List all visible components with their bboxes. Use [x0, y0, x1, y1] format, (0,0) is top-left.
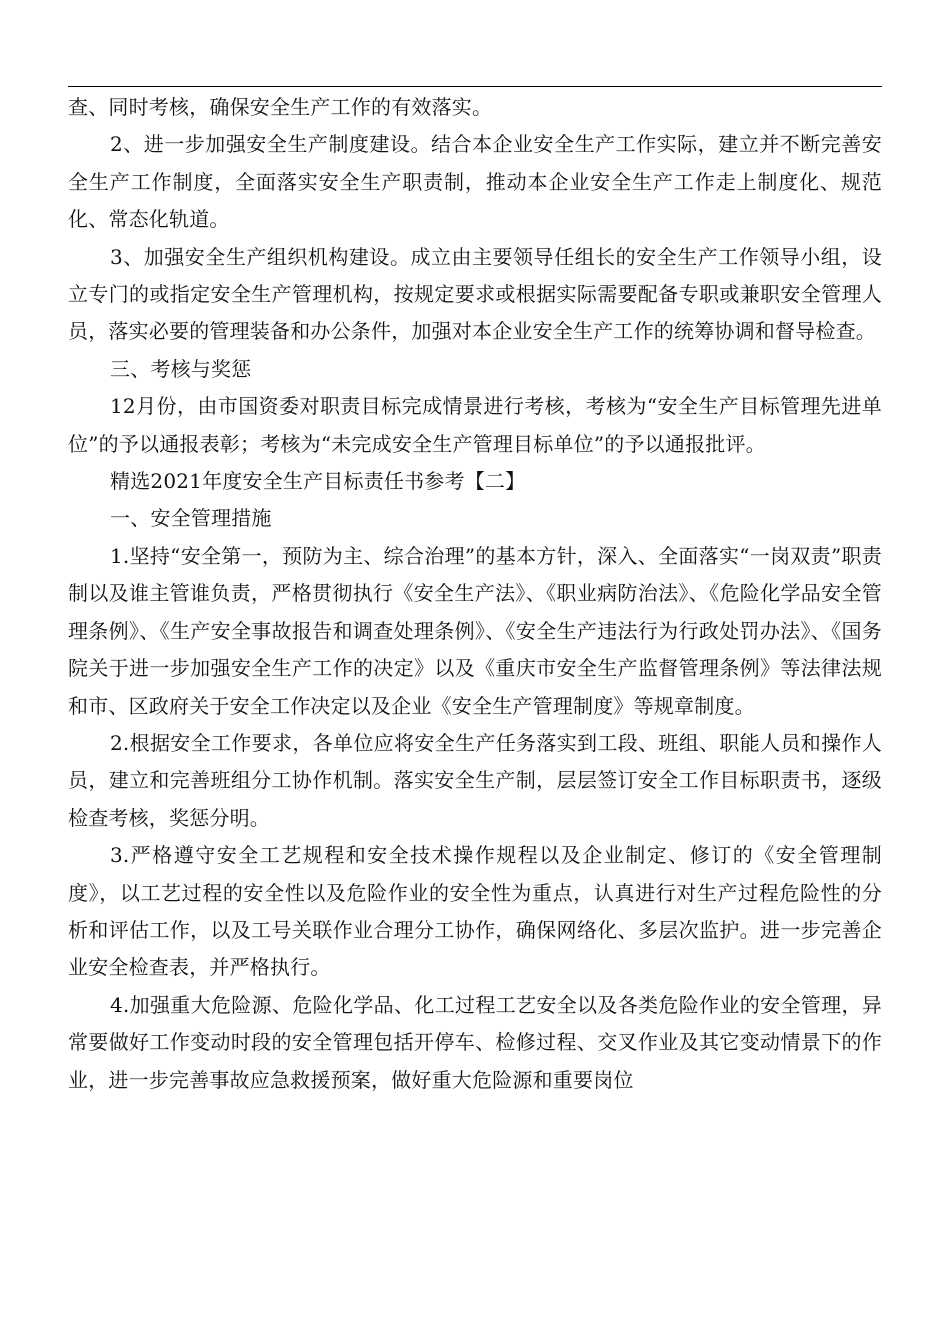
body-paragraph: 1.坚持“安全第一，预防为主、综合治理”的基本方针，深入、全面落实“一岗双责”职责制以及谁主管谁负责，严格贯彻执行《安全生产法》、《职业病防治法》、《危险化学品安全管理条例》、《生产安全事故报告和调查处理条例》、《安全生产违法行为行政处罚办法》、《国务院关于进一步加强安全生产工作的决定》以及《重庆市安全生产监督管理条例》等法律法规和市、区政府关于安全工作决定以及企业《安全生产管理制度》等规章制度。 [68, 543, 882, 718]
body-paragraph: 精选2021年度安全生产目标责任书参考【二】 [110, 469, 526, 494]
body-paragraph: 2.根据安全工作要求，各单位应将安全生产任务落实到工段、班组、职能人员和操作人员，建立和完善班组分工协作机制。落实安全生产制，层层签订安全工作目标职责书，逐级检查考核，奖惩分明。 [68, 730, 882, 830]
body-paragraph: 12月份，由市国资委对职责目标完成情景进行考核，考核为“安全生产目标管理先进单位”的予以通报表彰；考核为“未完成安全生产管理目标单位”的予以通报批评。 [68, 394, 882, 456]
document-page [68, 86, 882, 1099]
body-paragraph: 3.严格遵守安全工艺规程和安全技术操作规程以及企业制定、修订的《安全管理制度》，以工艺过程的安全性以及危险作业的安全性为重点，认真进行对生产过程危险性的分析和评估工作，以及工号关联作业合理分工协作，确保网络化、多层次监护。进一步完善企业安全检查表，并严格执行。 [68, 843, 882, 980]
body-paragraph: 查、同时考核，确保安全生产工作的有效落实。 [68, 95, 493, 119]
document-body [68, 89, 882, 1099]
body-paragraph: 3、加强安全生产组织机构建设。成立由主要领导任组长的安全生产工作领导小组，设立专门的或指定安全生产管理机构，按规定要求或根据实际需要配备专职或兼职安全管理人员，落实必要的管理装备和办公条件，加强对本企业安全生产工作的统筹协调和督导检查。 [68, 244, 882, 344]
body-paragraph: 一、安全管理措施 [110, 506, 272, 531]
body-paragraph: 4.加强重大危险源、危险化学品、化工过程工艺安全以及各类危险作业的安全管理，异常要做好工作变动时段的安全管理包括开停车、检修过程、交叉作业及其它变动情景下的作业，进一步完善事故应急救援预案，做好重大危险源和重要岗位 [68, 992, 882, 1092]
header-rule [68, 86, 882, 87]
body-paragraph: 三、考核与奖惩 [110, 356, 252, 381]
body-paragraph: 2、进一步加强安全生产制度建设。结合本企业安全生产工作实际，建立并不断完善安全生产工作制度，全面落实安全生产职责制，推动本企业安全生产工作走上制度化、规范化、常态化轨道。 [68, 132, 882, 232]
